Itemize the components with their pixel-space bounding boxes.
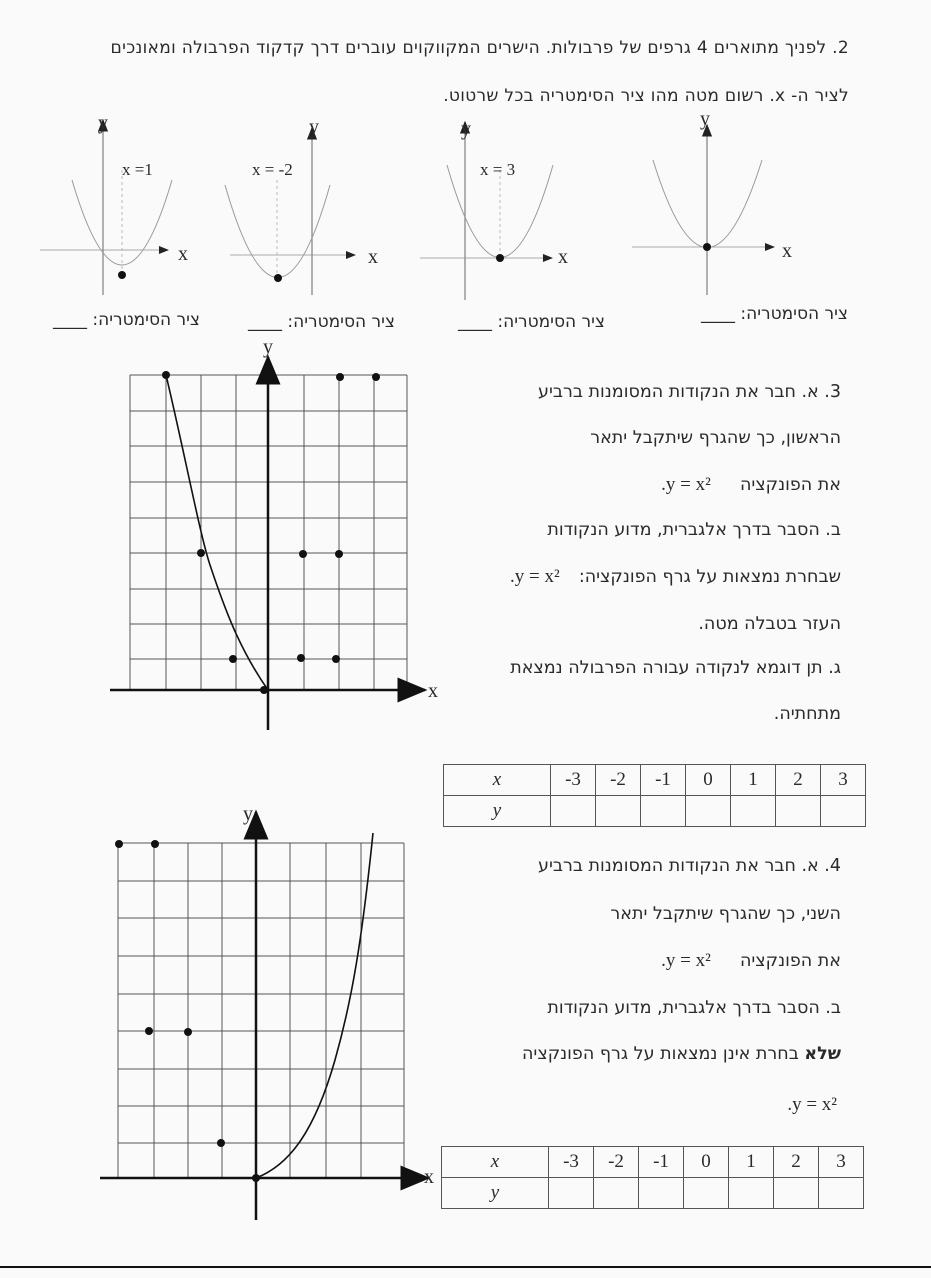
q3-line-1: 3. א. חבר את הנקודות המסומנות ברביע: [537, 382, 841, 402]
q3-line-4: ב. הסבר בדרך אלגברית, מדוע הנקודות: [547, 520, 841, 540]
q3-table-y-cell[interactable]: [596, 796, 641, 827]
graph-2: [225, 128, 355, 295]
q3-table-x-cell: 3: [821, 765, 866, 796]
q3-line-8: מתחתיה.: [773, 704, 841, 724]
q4-table-y-cell[interactable]: [774, 1178, 819, 1209]
q4-line-3: [661, 950, 841, 972]
q3-table-x-header: x: [444, 765, 551, 796]
q4-x-label: x: [424, 1166, 434, 1188]
q3-table-y-cell[interactable]: [551, 796, 596, 827]
q4-grid-graph: [90, 800, 450, 1225]
q4-curve: [256, 833, 373, 1178]
g2-x-label: x: [368, 246, 378, 268]
q4-table-x-header: x: [442, 1147, 549, 1178]
q4-line-1: 4. א. חבר את הנקודות המסומנות ברביע: [537, 856, 841, 876]
q3-table-x-cell: 2: [776, 765, 821, 796]
q3-table-x-cell: -2: [596, 765, 641, 796]
q3-func: .y = x²: [661, 474, 711, 495]
q3-table-y-cell[interactable]: [686, 796, 731, 827]
q3-table-y-header: y: [444, 796, 551, 827]
q3-line-7: ג. תן דוגמא לנקודה עבורה הפרבולה נמצאת: [510, 658, 841, 678]
g1-y-label: y: [98, 112, 108, 134]
g2-y-label: y: [309, 116, 319, 138]
q3-func-label: את הפונקציה: [739, 475, 841, 495]
g1-x-label: x: [178, 243, 188, 265]
q4-table-y-header: y: [442, 1178, 549, 1209]
q3-func2-label: שבחרת נמצאות על גרף הפונקציה:: [578, 567, 841, 587]
g4-x-label: x: [782, 240, 792, 262]
q4-table-x-cell: 3: [819, 1147, 864, 1178]
q4-table-y-cell[interactable]: [594, 1178, 639, 1209]
graph-4: [632, 125, 774, 295]
g4-y-label: y: [700, 108, 710, 130]
q4-y-label: y: [243, 803, 253, 825]
q3-table-y-cell[interactable]: [776, 796, 821, 827]
q4-line-2: השני, כך שהגרף שיתקבל יתאר: [610, 904, 841, 924]
g2-symmetry-answer[interactable]: ציר הסימטריה: ____: [247, 312, 395, 332]
q3-grid-graph: [100, 335, 450, 735]
q3-table-x-cell: -3: [551, 765, 596, 796]
q3-table-x-cell: 0: [686, 765, 731, 796]
q3-table-y-cell[interactable]: [641, 796, 686, 827]
graph-3: [420, 122, 553, 300]
g4-symmetry-answer[interactable]: ציר הסימטריה: ____: [700, 304, 848, 324]
q4-line-4: ב. הסבר בדרך אלגברית, מדוע הנקודות: [547, 998, 841, 1018]
q4-gridlines: [118, 843, 404, 1178]
q4-table-y-cell[interactable]: [819, 1178, 864, 1209]
q4-table-y-cell[interactable]: [639, 1178, 684, 1209]
q4-table-x-cell: -1: [639, 1147, 684, 1178]
g3-y-label: y: [461, 118, 471, 140]
q3-curve: [166, 375, 268, 690]
q4-func-last: .y = x²: [787, 1094, 837, 1115]
q3-points: [162, 371, 380, 694]
g1-equation: x =1: [122, 160, 153, 179]
q3-x-label: x: [428, 680, 438, 702]
page-bottom-divider: [0, 1266, 931, 1268]
q3-table-y-cell[interactable]: [731, 796, 776, 827]
q4-table-x-cell: 0: [684, 1147, 729, 1178]
q4-line-5: [522, 1044, 841, 1064]
q3-func2: .y = x²: [509, 566, 560, 587]
q3-line-6: העזר בטבלה מטה.: [698, 614, 841, 634]
q2-intro-line2: לציר ה- x. רשום מטה מהו ציר הסימטריה בכל שרטוט.: [443, 86, 849, 106]
q3-table: [443, 764, 866, 827]
q4-table-x-cell: 1: [729, 1147, 774, 1178]
q4-table-x-cell: -3: [549, 1147, 594, 1178]
q3-table-y-cell[interactable]: [821, 796, 866, 827]
g2-equation: x = -2: [252, 160, 293, 179]
g1-symmetry-answer[interactable]: ציר הסימטריה: ____: [52, 310, 200, 330]
q3-y-label: y: [263, 336, 273, 358]
q4-func: .y = x²: [661, 950, 711, 971]
q4-table-x-cell: -2: [594, 1147, 639, 1178]
q3-table-x-cell: -1: [641, 765, 686, 796]
q4-table-x-cell: 2: [774, 1147, 819, 1178]
q3-line-5: [510, 566, 841, 588]
q3-line-2: הראשון, כך שהגרף שיתקבל יתאר: [590, 428, 841, 448]
q2-intro-line1: 2. לפניך מתוארים 4 גרפים של פרבולות. הישרים המקווקוים עוברים דרך קדקוד הפרבולה ומאונכים: [110, 38, 849, 58]
q4-table: [441, 1146, 864, 1209]
g3-equation: x = 3: [480, 160, 516, 179]
q4-table-y-cell[interactable]: [729, 1178, 774, 1209]
q3-line-3: [661, 474, 841, 496]
g3-symmetry-answer[interactable]: ציר הסימטריה: ____: [457, 312, 605, 332]
q4-table-y-cell[interactable]: [549, 1178, 594, 1209]
q4-table-y-cell[interactable]: [684, 1178, 729, 1209]
q4-line-5-rest: בחרת אינן נמצאות על גרף הפונקציה: [521, 1044, 799, 1064]
q4-func-label: את הפונקציה: [739, 951, 841, 971]
g3-x-label: x: [558, 246, 568, 268]
graph-1: [40, 120, 172, 295]
q4-bold-word: שלא: [804, 1044, 841, 1064]
q3-table-x-cell: 1: [731, 765, 776, 796]
